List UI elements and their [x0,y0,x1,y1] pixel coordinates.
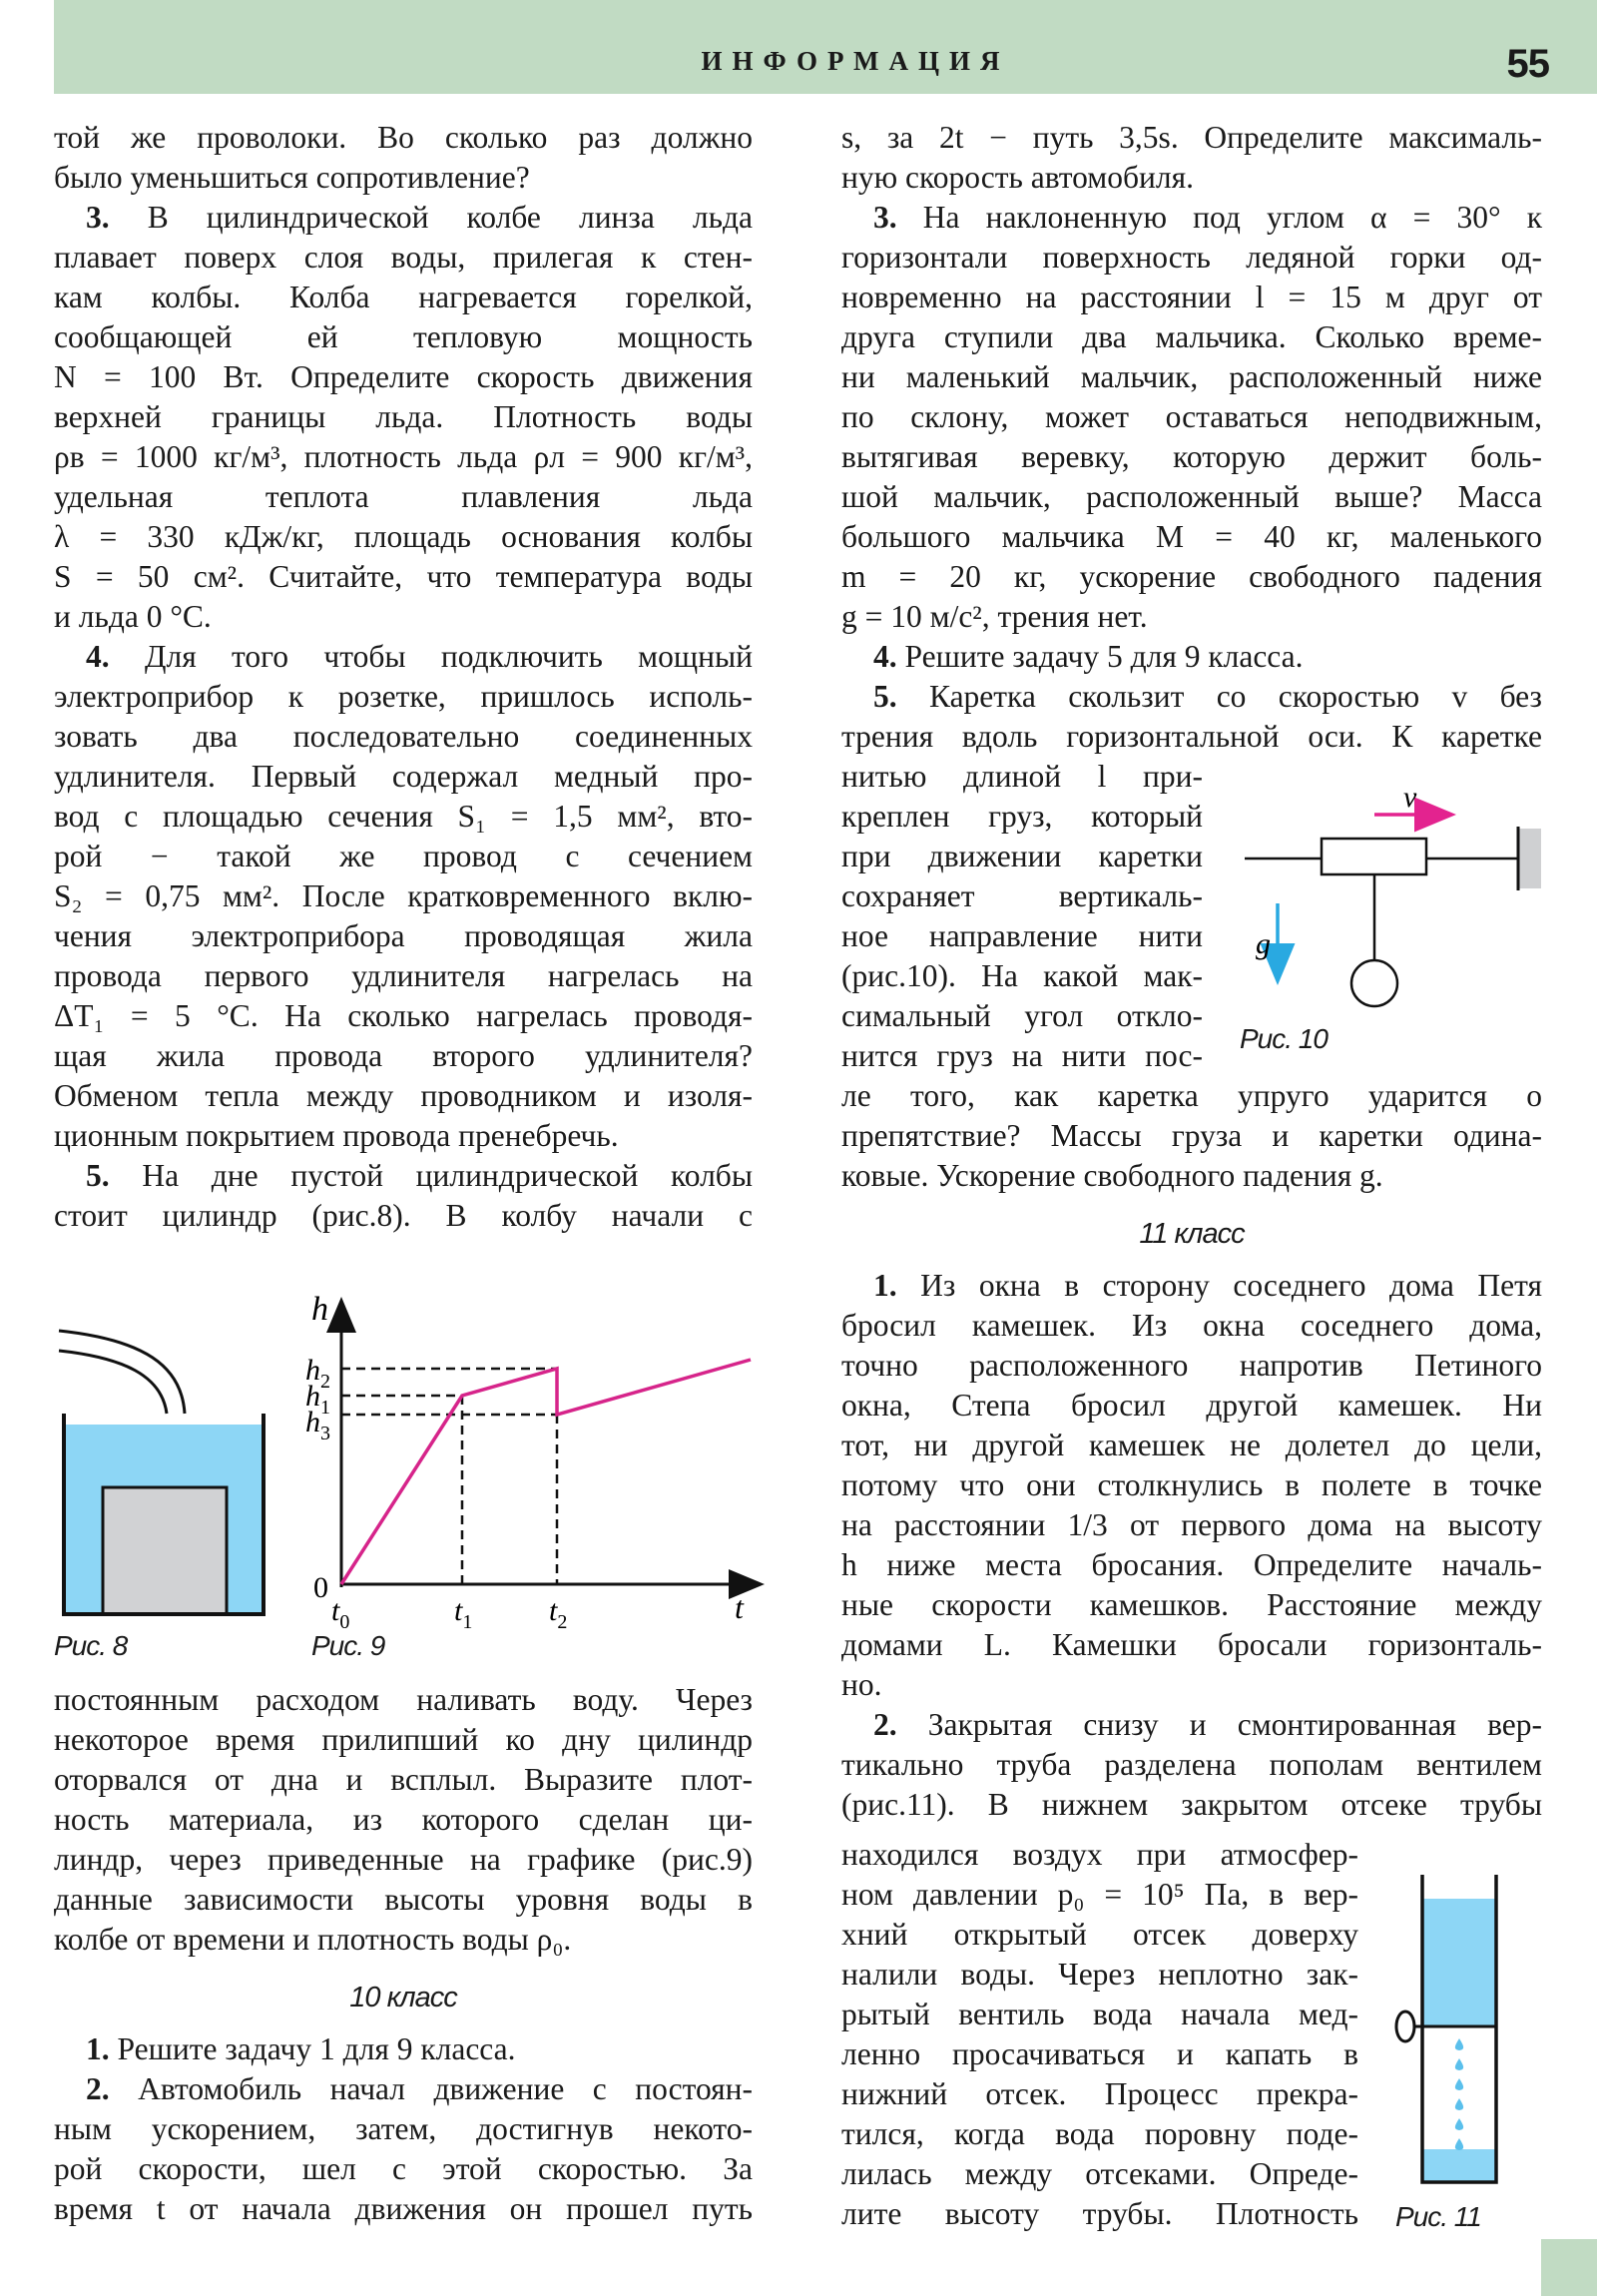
text-line: ное направление нити [841,918,1203,953]
text-line: оторвался от дна и всплыл. Выразите плот- [54,1762,753,1797]
right-column-middle [841,1076,1542,1825]
problem-3-line: 3. На наклоненную под углом α = 30° к [873,200,1543,235]
text-line: h ниже места бросания. Определите началь- [841,1547,1542,1582]
text-line: нитью длиной l при- [841,759,1203,794]
text-line: бросил камешек. Из окна соседнего дома, [841,1308,1542,1343]
problem-1-line: 1. Из окна в сторону соседнего дома Петя [873,1268,1542,1303]
text-line: той же проволоки. Во сколько раз должно [54,120,753,155]
text-line: некоторое время прилипший ко дну цилиндр [54,1722,753,1757]
text-line: ковые. Ускорение свободного падения g. [841,1158,1383,1193]
problem-4-line: 4. Для того чтобы подключить мощный [86,639,753,674]
text-line: сохраняет вертикаль- [841,878,1203,913]
left-column-bottom [54,1680,753,2229]
text-line: друга ступили два мальчика. Сколько време- [841,319,1542,354]
problem-5-line: 5. На дне пустой цилиндрической колбы [86,1158,753,1193]
problem-number: 3. [86,200,110,235]
tick-t2: $t_2$ [549,1594,568,1633]
figure-9-caption: Рис. 9 [311,1630,385,1661]
problem-2-line: 2. Автомобиль начал движение с постоян- [86,2071,753,2106]
tick-t1: $t_1$ [454,1594,473,1633]
origin-label: 0 [313,1571,328,1604]
right-column-narrow-fig11 [841,1835,1358,2234]
text-line: домами L. Камешки бросали горизонталь- [841,1627,1542,1662]
text-line: λ = 330 кДж/кг, площадь основания колбы [54,519,753,554]
guide-lines [341,1369,557,1584]
text-line: находился воздух при атмосфер- [841,1837,1358,1872]
cylinder [103,1487,227,1614]
y-axis-label: h [311,1291,328,1328]
text-line: горизонтали поверхность ледяной горки од- [841,240,1542,275]
text-line: S = 50 см². Считайте, что температура воды [54,559,753,594]
problem-2-line: 2. Закрытая снизу и смонтированная вер- [873,1707,1542,1742]
text-line: m = 20 кг, ускорение свободного падения [841,559,1542,594]
text-line: лилась между отсеками. Опреде- [841,2156,1358,2191]
text-line: лите высоту трубы. Плотность [841,2196,1358,2231]
text-line: рой − такой же провод с сечением [54,839,753,873]
text-line: ность материала, из которого сделан ци- [54,1802,753,1837]
problem-number: 4. [873,639,897,674]
text-line: данные зависимости высоты уровня воды в [54,1882,753,1917]
text-line: N = 100 Вт. Определите скорость движения [54,359,753,394]
text-line: ле того, как каретка упруго ударится о [841,1078,1542,1113]
valve-handle [1396,2011,1414,2041]
text-line: трения вдоль горизонтальной оси. К каретке [841,719,1542,754]
hose-outer [59,1331,185,1414]
figure-11-caption: Рис. 11 [1395,2201,1481,2232]
text-line: сообщающей ей тепловую мощность [54,319,753,354]
text-line: ционным покрытием провода пренебречь. [54,1118,619,1153]
text-line: вытягивая веревку, которую держит боль- [841,439,1542,474]
text-line: ленно просачиваться и капать в [841,2036,1358,2071]
text-line: новременно на расстоянии l = 15 м друг от [841,280,1542,314]
figure-10-caption: Рис. 10 [1240,1023,1328,1054]
text-line: тикально труба разделена пополам вентилем [841,1747,1542,1782]
text-line: ные скорости камешков. Расстояние между [841,1587,1542,1622]
problem-3-line: 3. В цилиндрической колбе линза льда [86,200,753,235]
section-title-grade-10: 10 класс [349,1982,457,2013]
figure-8-flask-diagram [54,1318,273,1637]
figure-11-tube-diagram [1387,1867,1507,2186]
text-line: удлинителя. Первый содержал медный про- [54,759,753,794]
text-line: Обменом тепла между проводником и изоля- [54,1078,753,1113]
text-line: большого мальчика M = 40 кг, маленького [841,519,1542,554]
right-column-narrow-fig10 [841,757,1203,1076]
tick-h3: $h_3$ [305,1406,330,1444]
text-line: g = 10 м/с², трения нет. [841,599,1148,634]
text-line: стоит цилиндр (рис.8). В колбу начали с [54,1198,753,1233]
text-line: верхней границы льда. Плотность воды [54,399,753,434]
text-line: препятствие? Массы груза и каретки одина- [841,1118,1542,1153]
text-line: вод с площадью сечения S₁ = 1,5 мм², вто- [54,799,753,834]
text-line: чения электроприбора проводящая жила [54,918,753,953]
wall [1518,829,1541,888]
problem-number: 4. [86,639,110,674]
text-line: креплен груз, который [841,799,1203,834]
text-line: шой мальчик, расположенный выше? Масса [841,479,1542,514]
h-of-t-curve [341,1360,751,1584]
text-line: ном давлении p₀ = 10⁵ Па, в вер- [841,1877,1358,1912]
figure-8-caption: Рис. 8 [54,1630,128,1661]
text-line: удельная теплота плавления льда [54,479,753,514]
text-line: хний открытый отсек доверху [841,1917,1358,1952]
text-line: нится груз на нити пос- [841,1038,1203,1073]
text-line: зовать два последовательно соединенных [54,719,753,754]
text-line: колбе от времени и плотность воды ρ₀. [54,1922,572,1957]
text-line: щая жила провода второго удлинителя? [54,1038,753,1073]
text-line: S₂ = 0,75 мм². После кратковременного вклю- [54,878,753,913]
tick-h2: $h_2$ [305,1354,330,1393]
text-line: на расстоянии 1/3 от первого дома на высоту [841,1507,1542,1542]
text-line: ρв = 1000 кг/м³, плотность льда ρл = 900 кг/м³, [54,439,753,474]
carriage [1322,839,1426,874]
problem-5-line: 5. Каретка скользит со скоростью v без [873,679,1542,714]
problem-number: 1. [873,1268,897,1303]
tick-t0: $t_0$ [331,1594,350,1633]
header-title: ИНФОРМАЦИЯ [701,46,1010,76]
upper-water [1422,1899,1496,2026]
text-line: постоянным расходом наливать воду. Через [54,1682,753,1717]
text-line: рытый вентиль вода начала мед- [841,1997,1358,2031]
text-line: потому что они столкнулись в полете в точке [841,1467,1542,1502]
section-title-grade-11: 11 класс [1139,1218,1245,1250]
text-line: (рис.11). В нижнем закрытом отсеке трубы [841,1787,1542,1822]
problem-4-line: 4. Решите задачу 5 для 9 класса. [873,639,1304,674]
x-axis-label: t [735,1589,744,1625]
problem-number: 2. [873,1707,897,1742]
text-line: ную скорость автомобиля. [841,160,1194,195]
text-line: кам колбы. Колба нагревается горелкой, [54,280,753,314]
text-line: окна, Степа бросил другой камешек. Ни [841,1388,1542,1423]
problem-number: 1. [86,2031,110,2066]
hose-inner [59,1351,167,1414]
text-line: (рис.10). На какой мак- [841,958,1203,993]
text-line: рой скорости, шел с этой скоростью. За [54,2151,753,2186]
text-line: нижний отсек. Процесс прекра- [841,2076,1358,2111]
text-line: по склону, может оставаться неподвижным, [841,399,1542,434]
problem-number: 3. [873,200,897,235]
text-line: тился, когда вода поровну поде- [841,2116,1358,2151]
text-line: время t от начала движения он прошел путь [54,2191,753,2226]
text-line: но. [841,1667,882,1702]
problem-number: 5. [86,1158,110,1193]
page-header [54,0,1597,94]
problem-number: 5. [873,679,897,714]
right-column-top [841,118,1542,757]
text-line: симальный угол откло- [841,998,1203,1033]
tick-h1: $h_1$ [305,1380,330,1419]
page-number: 55 [1506,42,1549,86]
text-line: электроприбор к розетке, пришлось исполь- [54,679,753,714]
text-line: плавает поверх слоя воды, прилегая к стен- [54,240,753,275]
text-line: линдр, через приведенные на графике (рис.9) [54,1842,753,1877]
left-column-top [54,118,753,1236]
gravity-label: g [1256,927,1271,960]
figure-10-carriage-diagram [1228,781,1557,1018]
text-line: налили воды. Через неплотно зак- [841,1957,1358,1992]
velocity-label: v [1403,781,1417,814]
text-line: точно расположенного напротив Петиного [841,1348,1542,1383]
text-line: было уменьшиться сопротивление? [54,160,530,195]
weight-ball [1351,960,1397,1006]
problem-number: 2. [86,2071,110,2106]
page-corner-tab [1541,2239,1597,2296]
text-line: и льда 0 °C. [54,599,212,634]
text-line: тот, ни другой камешек не долетел до цели, [841,1428,1542,1462]
text-line: ным ускорением, затем, достигнув некото- [54,2111,753,2146]
water-drops [1455,2038,1463,2150]
text-line: провода первого удлинителя нагрелась на [54,958,753,993]
lower-water [1422,2149,1496,2182]
figure-9-graph [299,1288,769,1633]
text-line: ΔT₁ = 5 °C. На сколько нагрелась проводя- [54,998,753,1033]
text-line: ни маленький мальчик, расположенный ниже [841,359,1542,394]
problem-1-line: 1. Решите задачу 1 для 9 класса. [86,2031,516,2066]
text-line: при движении каретки [841,839,1203,873]
text-line: s, за 2t − путь 3,5s. Определите максималь- [841,120,1542,155]
